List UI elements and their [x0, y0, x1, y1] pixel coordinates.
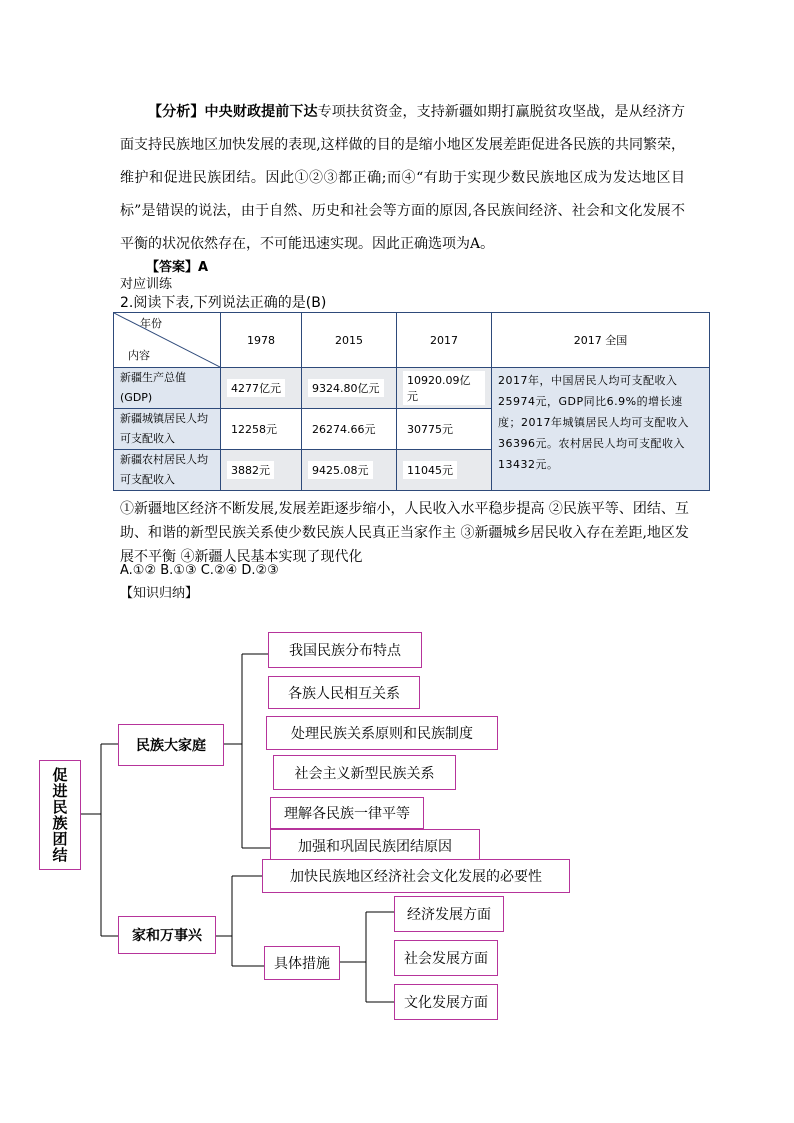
measure-item: 文化发展方面	[394, 984, 498, 1020]
branch1-item: 理解各民族一律平等	[270, 797, 424, 829]
branch1-item: 处理民族关系原则和民族制度	[266, 716, 498, 750]
branch1-item: 社会主义新型民族关系	[273, 755, 456, 790]
table-cell: 26274.66元	[302, 409, 397, 450]
branch1-item: 各族人民相互关系	[268, 676, 420, 709]
national-summary-cell: 2017年，中国居民人均可支配收入25974元，GDP同比6.9%的增长速度；2017年城镇居民人均可支配收入36396元。农村居民人均可支配收入13432元。	[492, 368, 710, 491]
branch2-measures: 具体措施	[264, 946, 340, 980]
table-cell: 30775元	[397, 409, 492, 450]
header-year: 2017	[397, 313, 492, 368]
options-text: ①新疆地区经济不断发展,发展差距逐步缩小，人民收入水平稳步提高 ②民族平等、团结、互助、和谐的新型民族关系使少数民族人民真正当家作主 ③新疆城乡居民收入存在差距,地区发展不平衡 ④新疆人民基本实现了现代化	[120, 501, 689, 565]
table-cell: 9324.80亿元	[302, 368, 397, 409]
analysis-text: 专项扶贫资金，支持新疆如期打赢脱贫攻坚战，是从经济方面支持民族地区加快发展的表现,这样做的目的是缩小地区发展差距促进各民族的共同繁荣，维护和促进民族团结。因此①②③都正确;而④“有助于实现少数民族地区成为发达地区目标”是错误的说法，由于自然、历史和社会等方面的原因,各民族间经济、社会和文化发展不平衡的状况依然存在，不可能迅速实现。因此正确选项为A。	[120, 104, 686, 252]
analysis-label: 【分析】	[148, 104, 205, 120]
branch1-item: 加强和巩固民族团结原因	[270, 829, 480, 863]
branch-family: 民族大家庭	[118, 724, 224, 766]
table-cell: 10920.09亿元	[397, 368, 492, 409]
branch2-item: 加快民族地区经济社会文化发展的必要性	[262, 859, 570, 893]
table-cell: 3882元	[221, 450, 302, 491]
table-cell: 4277亿元	[221, 368, 302, 409]
analysis-lead: 中央财政提前下达	[204, 104, 318, 120]
table-cell: 11045元	[397, 450, 492, 491]
branch1-item: 我国民族分布特点	[268, 632, 422, 668]
header-year: 2015	[302, 313, 397, 368]
question-text: 2.阅读下表,下列说法正确的是(B)	[120, 295, 327, 311]
choices-line: A.①② B.①③ C.②④ D.②③	[120, 563, 279, 578]
row-label: 新疆生产总值(GDP)	[114, 368, 221, 409]
corner-content-label: 内容	[128, 349, 150, 362]
header-year: 2017 全国	[492, 313, 710, 368]
knowledge-title: 【知识归纳】	[120, 586, 199, 601]
table-cell: 12258元	[221, 409, 302, 450]
answer-line: 【答案】A	[146, 260, 209, 275]
branch-harmony: 家和万事兴	[118, 916, 216, 954]
corner-year-label: 年份	[140, 317, 162, 330]
header-year: 1978	[221, 313, 302, 368]
table-cell: 9425.08元	[302, 450, 397, 491]
row-label: 新疆城镇居民人均可支配收入	[114, 409, 221, 450]
practice-title: 对应训练	[120, 277, 173, 292]
measure-item: 社会发展方面	[394, 940, 498, 976]
measure-item: 经济发展方面	[394, 896, 504, 932]
row-label: 新疆农村居民人均可支配收入	[114, 450, 221, 491]
mindmap-root: 促进民族团结	[39, 760, 81, 870]
